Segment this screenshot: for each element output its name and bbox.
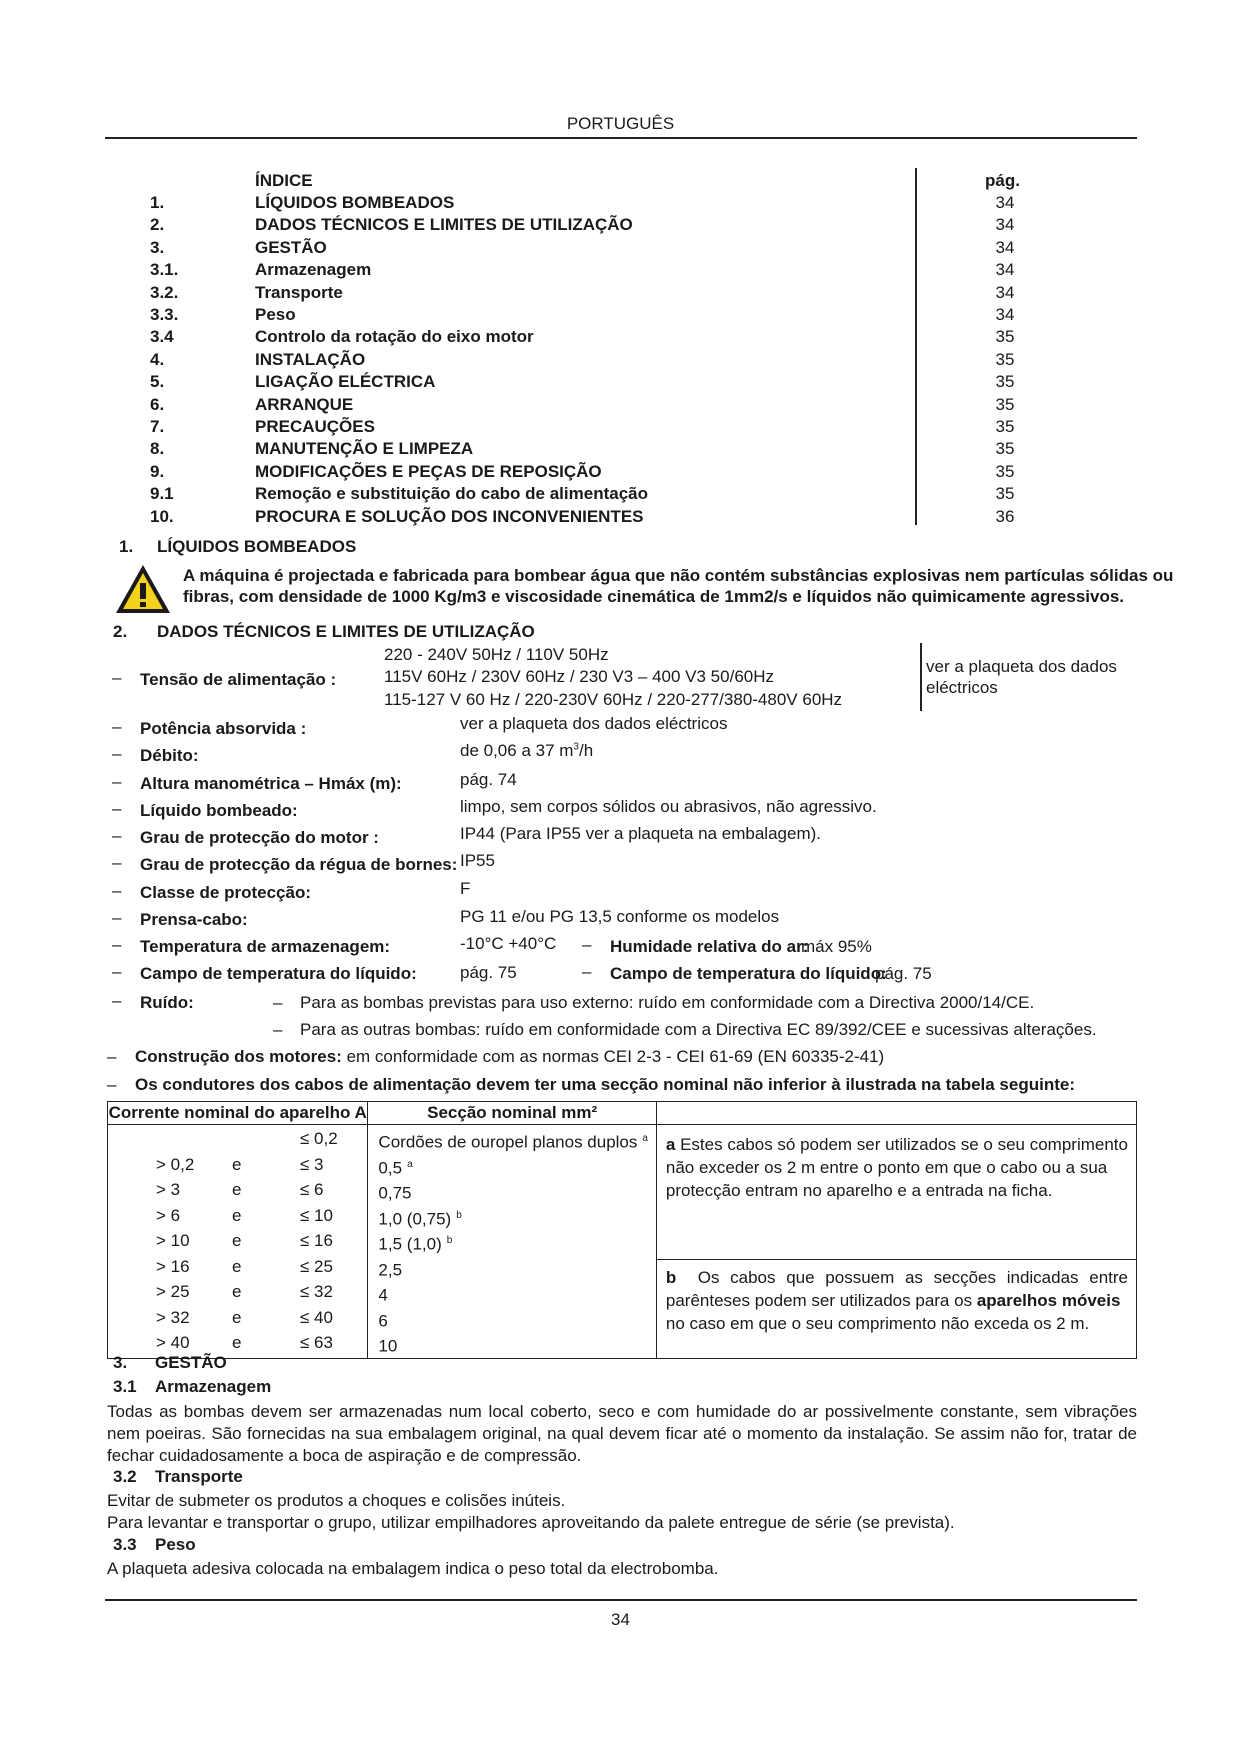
toc-entry-page: 35 [995,484,1015,504]
table-current-column [108,1125,368,1359]
range-lower: > 32 [156,1307,190,1327]
range-upper: ≤ 16 [300,1231,333,1250]
table-row-current [108,1152,367,1178]
toc-entry-title: LIGAÇÃO ELÉCTRICA [255,372,436,392]
section-3-3-number: 3.3 [113,1535,137,1554]
liquid-label: Líquido bombeado: [140,801,298,820]
toc-entry-page: 35 [995,461,1015,481]
toc-entry-number: 3.3. [150,305,179,324]
terminal-protection-label: Grau de protecção da régua de bornes: [140,855,458,874]
range-upper: ≤ 32 [300,1282,333,1301]
list-dash: – [112,772,122,791]
head-label: Altura manométrica – Hmáx (m): [140,774,402,793]
toc-entry-page: 35 [995,372,1015,392]
table-header-section: Secção nominal mm² [368,1102,656,1125]
liquid-value: limpo, sem corpos sólidos ou abrasivos, não agressivo. [460,797,877,816]
section-value: 1,5 (1,0) [378,1234,442,1254]
toc-entry-title: INSTALAÇÃO [255,349,366,369]
list-dash: – [273,993,283,1012]
toc-page-label: pág. [985,171,1020,190]
list-dash: – [112,717,122,736]
section-3-number: 3. [113,1353,128,1372]
toc-entry-page: 34 [995,237,1015,257]
toc-divider [915,168,917,525]
section-3-3-title: Peso [155,1535,196,1554]
toc-entry-page: 35 [995,417,1015,436]
range-upper: ≤ 40 [300,1307,333,1327]
header-rule [105,137,1137,139]
footer-rule [105,1599,1137,1601]
table-row-current [108,1254,367,1280]
toc-entry-page: 36 [995,506,1015,526]
weight-paragraph: A plaqueta adesiva colocada na embalagem indica o peso total da electrobomba. [107,1559,719,1578]
motor-protection-value: IP44 (Para IP55 ver a plaqueta na embalagem). [460,824,821,843]
section-footnote-mark: b [446,1235,453,1246]
section-3-title: GESTÃO [155,1353,227,1372]
table-section-column [368,1125,656,1359]
range-joiner: e [232,1282,242,1301]
section-footnote-mark: a [407,1158,413,1170]
toc-entry-page: 35 [995,349,1015,369]
class-label: Classe de protecção: [140,883,312,902]
list-dash: – [112,853,122,872]
toc-entry-title: MODIFICAÇÕES E PEÇAS DE REPOSIÇÃO [255,461,602,481]
table-row-section [378,1177,655,1203]
table-notes-column [656,1125,1136,1359]
cable-gland-label: Prensa-cabo: [140,910,248,929]
toc-entry-number: 9. [150,461,165,481]
section-value: 2,5 [378,1260,403,1280]
toc-entry-number: 10. [150,506,174,526]
section-3-1-number: 3.1 [113,1377,137,1396]
table-row-current [108,1177,367,1203]
page-header-language: PORTUGUÊS [566,114,675,133]
flow-label: Débito: [140,746,199,765]
cable-section-table [107,1101,1137,1359]
range-lower: > 16 [156,1256,190,1276]
storage-temperature-value: -10°C +40°C [460,934,557,953]
list-dash: – [107,1047,117,1066]
list-dash: – [112,881,122,900]
toc-entry-page: 34 [995,193,1015,212]
section-value: 6 [378,1311,388,1331]
motor-build-text: Construção dos motores: em conformidade com as normas CEI 2-3 - CEI 61-69 (EN 60335-2-41) [135,1047,885,1066]
toc-entry-title: DADOS TÉCNICOS E LIMITES DE UTILIZAÇÃO [255,215,633,235]
toc-entry-title: PROCURA E SOLUÇÃO DOS INCONVENIENTES [255,506,644,526]
toc-entry-page: 35 [995,394,1015,414]
table-row-current [108,1330,367,1356]
section-value: 1,0 (0,75) [378,1209,452,1229]
range-joiner: e [232,1256,242,1276]
noise-line2: Para as outras bombas: ruído em conformidade com a Directiva EC 89/392/CEE e sucessivas alterações. [300,1020,1097,1039]
range-upper: ≤ 63 [300,1333,333,1352]
range-joiner: e [232,1180,242,1199]
toc-entry-page: 34 [995,305,1015,324]
class-value: F [460,879,471,898]
list-dash: – [273,1020,283,1039]
voltage-note-line2: eléctricos [926,678,998,697]
toc-entry-number: 3.4 [150,327,174,347]
voltage-line-1: 220 - 240V 50Hz / 110V 50Hz [384,645,609,664]
storage-paragraph: Todas as bombas devem ser armazenadas num local coberto, seco e com humidade do ar possivelmente constante, sem vibrações nem poeiras. São fornecidas na sua embalagem original, na qual devem ficar até o momento da instalação. Se assim não for, tratar de fechar cuidadosamente a boca de aspiração e de compressão. [107,1402,1137,1465]
section-value: 0,75 [378,1183,412,1203]
section-value: 0,5 [378,1158,403,1178]
toc-entry-page: 34 [995,215,1015,235]
toc-entry-title: ARRANQUE [255,394,354,414]
range-lower: > 25 [156,1282,190,1301]
toc-entry-number: 6. [150,394,165,414]
motor-protection-label: Grau de protecção do motor : [140,828,379,847]
toc-entry-number: 3.2. [150,282,179,302]
power-value: ver a plaqueta dos dados eléctricos [460,714,728,733]
toc-entry-number: 3. [150,237,165,257]
toc-entry-page: 35 [995,327,1015,347]
warning-text-line2: fibras, com densidade de 1000 Kg/m3 e viscosidade cinemática de 1mm2/s e líquidos não quimicamente agressivos. [183,587,1125,606]
transport-line2: Para levantar e transportar o grupo, utilizar empilhadores aproveitando da palete entregue de série (se prevista). [107,1513,955,1532]
section-3-1-title: Armazenagem [155,1377,272,1396]
range-upper: ≤ 3 [300,1154,324,1174]
toc-entry-title: LÍQUIDOS BOMBEADOS [255,193,455,212]
toc-entry-title: Remoção e substituição do cabo de alimentação [255,484,648,504]
toc-entry-number: 3.1. [150,260,179,280]
conductors-text: Os condutores dos cabos de alimentação devem ter uma secção nominal não inferior à ilustrada na tabela seguinte: [135,1075,1075,1094]
table-row-current [108,1279,367,1305]
table-row-section [378,1203,655,1229]
warning-icon [114,563,172,615]
list-dash: – [112,668,122,687]
humidity-label: Humidade relativa do ar: [610,937,809,956]
page-number: 34 [611,1610,630,1629]
toc-entry-title: MANUTENÇÃO E LIMPEZA [255,439,474,459]
voltage-line-2: 115V 60Hz / 230V 60Hz / 230 V3 – 400 V3 50/60Hz [384,667,775,686]
section-footnote-mark: b [456,1209,462,1221]
list-dash: – [112,826,122,845]
range-lower: > 0,2 [156,1154,195,1174]
voltage-note-divider [920,643,922,711]
table-row-current [108,1228,367,1254]
toc-entry-title: Transporte [255,282,343,302]
list-dash: – [582,935,592,954]
list-dash: – [582,962,592,981]
storage-temperature-label: Temperatura de armazenagem: [140,937,391,956]
toc-entry-title: Armazenagem [255,260,372,280]
head-value: pág. 74 [460,770,517,789]
section-value: Cordões de ouropel planos duplos [378,1132,638,1152]
terminal-protection-value: IP55 [460,851,495,870]
toc-entry-page: 34 [995,282,1015,302]
section-3-2-title: Transporte [155,1467,243,1486]
table-row-section [378,1330,655,1356]
list-dash: – [112,799,122,818]
humidity-value: máx 95% [801,937,872,956]
toc-entry-page: 35 [995,439,1015,459]
note-a: a Estes cabos só podem ser utilizados se o seu comprimento não exceder os 2 m entre o ponto em que o cabo ou a sua protecção entram no aparelho e a entrada na ficha. [657,1125,1136,1260]
section-3-2-number: 3.2 [113,1467,137,1486]
toc-entry-title: Controlo da rotação do eixo motor [255,327,534,347]
table-row-current [108,1305,367,1331]
range-joiner: e [232,1333,242,1352]
voltage-label: Tensão de alimentação : [140,670,337,689]
liquid-temperature-label: Campo de temperatura do líquido: [140,964,417,983]
toc-entry-title: GESTÃO [255,237,327,257]
range-joiner: e [232,1205,242,1225]
toc-entry-page: 34 [995,260,1015,280]
power-label: Potência absorvida : [140,719,307,738]
range-upper: ≤ 6 [300,1180,324,1199]
warning-text-line1: A máquina é projectada e fabricada para bombear água que não contém substâncias explosivas nem partículas sólidas ou [183,566,1174,585]
toc-entry-number: 8. [150,439,165,459]
list-dash: – [112,962,122,981]
table-row-section [378,1279,655,1305]
table-header-notes [656,1102,1136,1125]
list-dash: – [112,991,122,1010]
env-temperature-value: pág. 75 [875,964,932,983]
liquid-temperature-value: pág. 75 [460,963,517,982]
voltage-line-3: 115-127 V 60 Hz / 220-230V 60Hz / 220-277/380-480V 60Hz [384,690,843,709]
section-2-number: 2. [113,622,128,641]
table-row-section [378,1254,655,1280]
range-upper: ≤ 0,2 [300,1129,338,1148]
section-1-number: 1. [119,537,134,556]
note-b: b Os cabos que possuem as secções indicadas entre parênteses podem ser utilizados para os aparelhos móveis no caso em que o seu comprimento não exceda os 2 m. [665,1268,1128,1333]
env-temperature-label: Campo de temperatura do líquido: [610,964,887,983]
range-joiner: e [232,1307,242,1327]
toc-entry-number: 7. [150,417,165,436]
table-header-current: Corrente nominal do aparelho A [108,1102,368,1125]
toc-entry-title: PRECAUÇÕES [255,417,375,436]
toc-entry-number: 5. [150,372,165,392]
section-footnote-mark: a [642,1133,648,1144]
range-upper: ≤ 25 [300,1256,333,1276]
range-lower: > 3 [156,1180,181,1199]
flow-value: de 0,06 a 37 $m^3/h$ [460,741,594,760]
list-dash: – [112,908,122,927]
section-2-title: DADOS TÉCNICOS E LIMITES DE UTILIZAÇÃO [157,622,535,641]
table-row-section [378,1152,655,1178]
toc-entry-number: 9.1 [150,484,174,504]
section-value: 10 [378,1336,398,1356]
table-row-section [378,1305,655,1331]
range-upper: ≤ 10 [300,1205,333,1225]
cable-gland-value: PG 11 e/ou PG 13,5 conforme os modelos [460,907,780,926]
range-lower: > 6 [156,1205,181,1225]
table-row-section [378,1228,655,1254]
range-lower: > 40 [156,1333,190,1352]
range-joiner: e [232,1231,242,1250]
toc-entry-number: 4. [150,349,165,369]
voltage-note-line1: ver a plaqueta dos dados [926,657,1117,676]
toc-entry-number: 1. [150,193,165,212]
list-dash: – [112,935,122,954]
noise-label: Ruído: [140,993,194,1012]
table-row-current [108,1126,367,1152]
section-value: 4 [378,1285,388,1305]
table-row-section [378,1126,655,1152]
toc-title: ÍNDICE [255,171,313,190]
transport-line1: Evitar de submeter os produtos a choques e colisões inúteis. [107,1491,566,1510]
range-joiner: e [232,1154,242,1174]
list-dash: – [112,744,122,763]
list-dash: – [107,1075,117,1094]
section-1-title: LÍQUIDOS BOMBEADOS [157,537,357,556]
noise-line1: Para as bombas previstas para uso externo: ruído em conformidade com a Directiva 2000/14/CE. [300,993,1035,1012]
toc-entry-number: 2. [150,215,165,235]
range-lower: > 10 [156,1231,190,1250]
table-row-current [108,1203,367,1229]
toc-entry-title: Peso [255,305,296,324]
